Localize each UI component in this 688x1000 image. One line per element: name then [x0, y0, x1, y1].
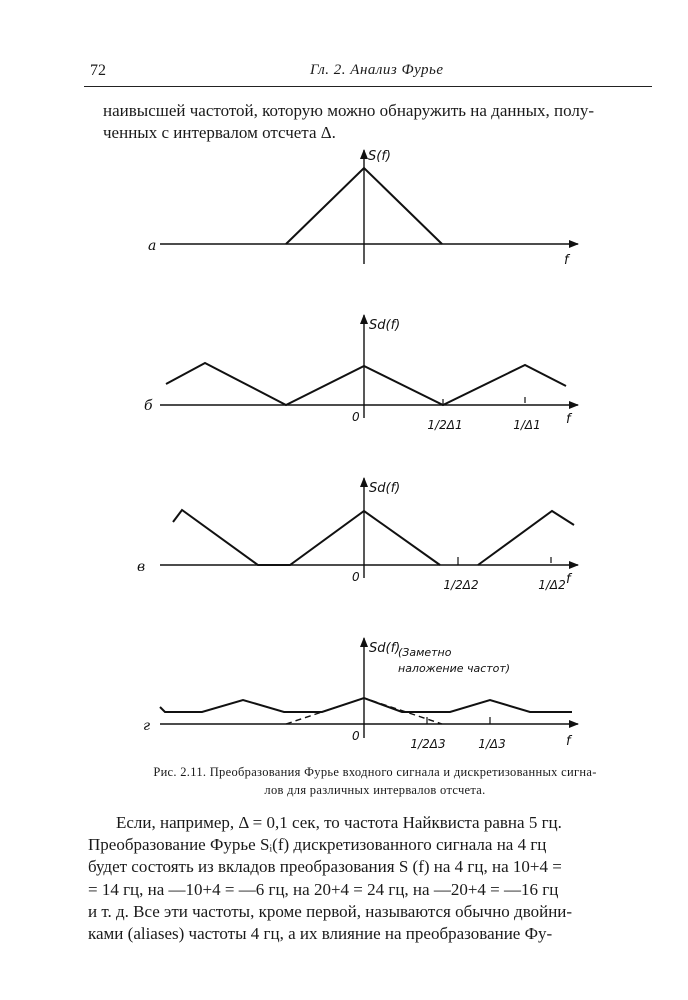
y-axis-label: Sd(f)	[369, 481, 401, 496]
body-line: Если, например, Δ = 0,1 сек, то частота Найквиста равна 5 гц.	[116, 813, 562, 832]
x-axis-label: f	[564, 253, 569, 268]
tick-label-sampling: 1/Δ3	[478, 737, 506, 751]
intro-paragraph	[103, 100, 651, 144]
aliasing-note: (Заметно	[398, 646, 452, 659]
panel-d	[143, 638, 578, 751]
tick-label-nyquist: 1/2Δ1	[427, 418, 463, 432]
tick-label-sampling: 1/Δ1	[513, 418, 541, 432]
tick-label-nyquist: 1/2Δ2	[443, 578, 479, 592]
intro-line: наивысшей частотой, которую можно обнаружить на данных, полу-	[103, 101, 595, 120]
panel-b	[144, 315, 578, 432]
tick-label-sampling: 1/Δ2	[538, 578, 566, 592]
panel-letter: в	[137, 559, 146, 575]
aliasing-note: наложение частот)	[398, 662, 511, 675]
x-axis-label: f	[566, 412, 571, 427]
y-axis-label: Sd(f)	[369, 318, 401, 333]
panel-letter: г	[143, 718, 151, 734]
caption-line: Рис. 2.11. Преобразования Фурье входного сигнала и дискретизованных сигна-	[153, 765, 597, 779]
origin-label: 0	[352, 729, 360, 743]
body-line: = 14 гц, на —10+4 = —6 гц, на 20+4 = 24 гц, на —20+4 = —16 гц	[88, 879, 559, 899]
y-axis-label: Sd(f)	[369, 641, 401, 656]
panel-letter: б	[144, 398, 153, 414]
spectrum-line	[160, 698, 572, 712]
x-axis-label: f	[566, 734, 571, 749]
spectrum-line	[478, 511, 574, 565]
origin-label: 0	[352, 570, 360, 584]
spectrum-line	[173, 510, 440, 565]
spectrum-line	[166, 363, 566, 405]
page-number: 72	[90, 62, 106, 79]
y-axis-label: S(f)	[368, 149, 391, 164]
panel-c	[137, 478, 578, 592]
body-line: Преобразование Фурье Sᵢ(f) дискретизованного сигнала на 4 гц	[88, 835, 547, 855]
running-header	[84, 60, 652, 87]
figure-caption	[95, 763, 655, 799]
intro-line: ченных с интервалом отсчета Δ.	[103, 123, 336, 142]
origin-label: 0	[352, 410, 360, 424]
body-paragraph	[88, 812, 652, 945]
body-line: ками (aliases) частоты 4 гц, а их влияние на преобразование Фу-	[88, 924, 553, 944]
caption-line: лов для различных интервалов отсчета.	[264, 783, 486, 797]
chapter-title: Гл. 2. Анализ Фурье	[310, 62, 444, 78]
figure-2-11	[0, 140, 688, 760]
body-line: и т. д. Все эти частоты, кроме первой, называются обычно двойни-	[88, 901, 573, 921]
panel-letter: а	[148, 238, 157, 254]
panel-a	[148, 149, 578, 268]
tick-label-nyquist: 1/2Δ3	[410, 737, 446, 751]
x-axis-label: f	[566, 572, 571, 587]
body-line: будет состоять из вкладов преобразования S (f) на 4 гц, на 10+4 =	[88, 857, 562, 877]
